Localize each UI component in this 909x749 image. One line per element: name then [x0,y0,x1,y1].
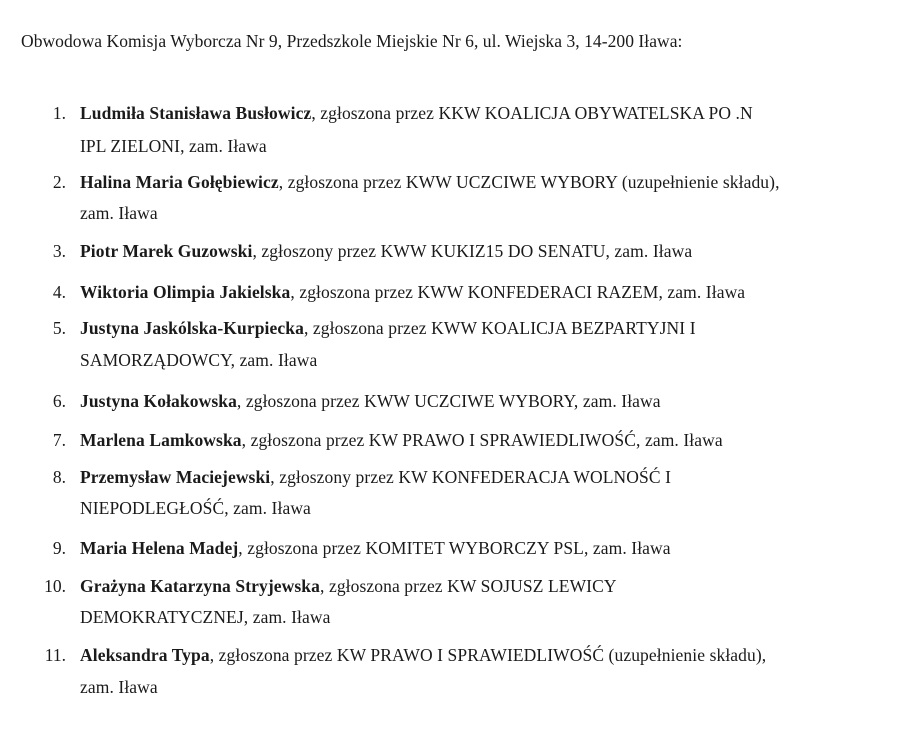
member-name: Aleksandra Typa [80,645,210,665]
nomination-text: , zgłoszona przez KKW KOALICJA OBYWATELSKA PO .N [311,103,753,123]
item-number: 11. [44,645,66,665]
item-line-1 [80,576,617,597]
item-number: 7. [52,430,66,450]
item-line-2: DEMOKRATYCZNEJ, zam. Iława [80,607,331,627]
item-line-2: SAMORZĄDOWCY, zam. Iława [80,350,318,370]
item-number: 2. [52,172,66,192]
item-line-1 [80,391,661,412]
member-name: Piotr Marek Guzowski [80,241,253,261]
item-number: 10. [44,576,66,596]
item-line-1 [80,318,696,339]
item-line-1 [80,172,780,193]
item-line-1 [80,282,745,303]
member-name: Grażyna Katarzyna Stryjewska [80,576,320,596]
nomination-text: , zgłoszona przez KW SOJUSZ LEWICY [320,576,617,596]
member-name: Halina Maria Gołębiewicz [80,172,279,192]
item-line-1 [80,430,723,451]
nomination-text: , zgłoszony przez KW KONFEDERACJA WOLNOŚĆ I [270,467,672,487]
item-number: 8. [52,467,66,487]
nomination-text: , zgłoszona przez KW PRAWO I SPRAWIEDLIWOŚĆ (uzupełnienie składu), [209,645,767,665]
nomination-text: , zgłoszona przez KWW KOALICJA BEZPARTYJNI I [303,318,696,338]
item-number: 3. [52,241,66,261]
member-name: Przemysław Maciejewski [80,467,271,487]
item-line-2: zam. Iława [80,203,158,223]
member-name: Marlena Lamkowska [80,430,242,450]
item-line-1 [80,241,692,262]
member-name: Maria Helena Madej [80,538,239,558]
item-number: 1. [52,103,66,123]
item-number: 6. [52,391,66,411]
nomination-text: , zgłoszona przez KW PRAWO I SPRAWIEDLIWOŚĆ, zam. Iława [241,430,723,450]
item-line-2: zam. Iława [80,677,158,697]
item-number: 5. [52,318,66,338]
item-number: 4. [52,282,66,302]
item-line-2: NIEPODLEGŁOŚĆ, zam. Iława [80,498,311,518]
nomination-text: , zgłoszona przez KWW KONFEDERACI RAZEM, zam. Iława [290,282,746,302]
nomination-text: , zgłoszona przez KWW UCZCIWE WYBORY (uzupełnienie składu), [278,172,780,192]
member-name: Justyna Kołakowska [80,391,237,411]
item-number: 9. [52,538,66,558]
nomination-text: , zgłoszony przez KWW KUKIZ15 DO SENATU, zam. Iława [252,241,693,261]
commission-header: Obwodowa Komisja Wyborcza Nr 9, Przedszkole Miejskie Nr 6, ul. Wiejska 3, 14-200 Iława: [21,31,683,51]
item-line-1 [80,103,753,124]
nomination-text: , zgłoszona przez KOMITET WYBORCZY PSL, zam. Iława [238,538,671,558]
item-line-1 [80,645,766,666]
item-line-1 [80,467,671,488]
member-name: Wiktoria Olimpia Jakielska [80,282,291,302]
member-name: Ludmiła Stanisława Busłowicz [80,103,312,123]
item-line-1 [80,538,671,559]
nomination-text: , zgłoszona przez KWW UCZCIWE WYBORY, zam. Iława [236,391,661,411]
item-line-2: IPL ZIELONI, zam. Iława [80,136,267,156]
member-name: Justyna Jaskólska-Kurpiecka [80,318,304,338]
